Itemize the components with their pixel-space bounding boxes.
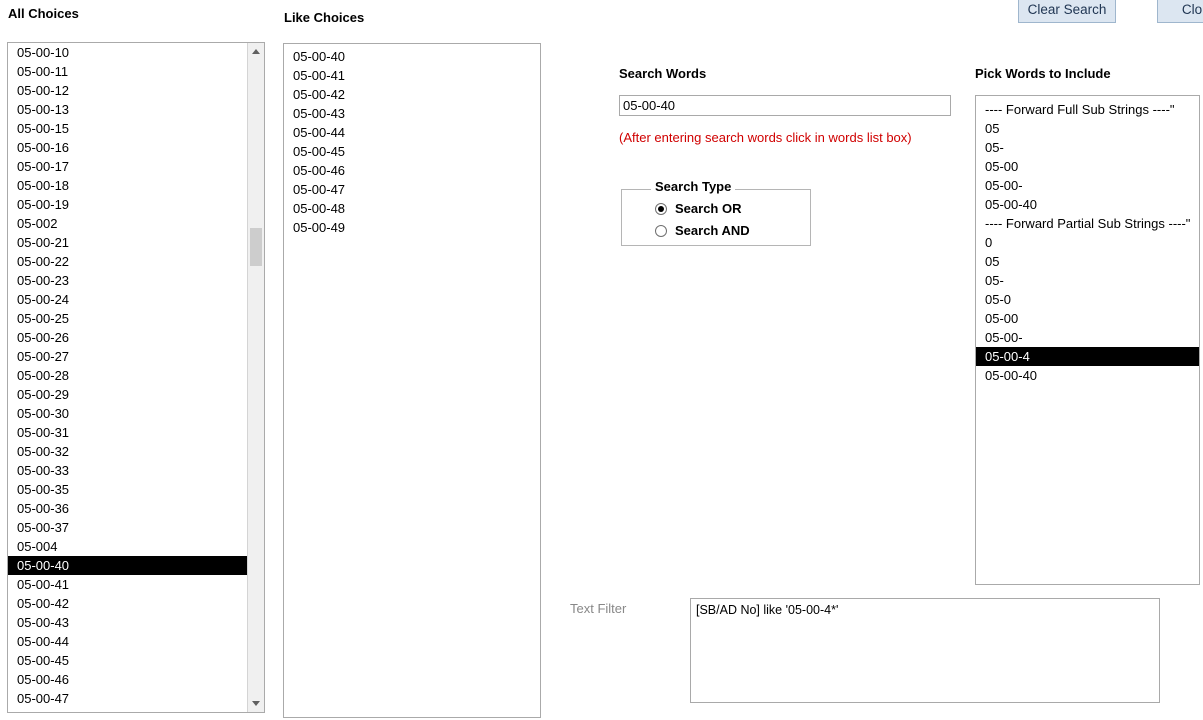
list-item[interactable]: 05-00-16	[17, 140, 70, 155]
list-item[interactable]: 05-00-26	[17, 330, 70, 345]
list-item[interactable]: 05-00-43	[17, 615, 70, 630]
list-item[interactable]: 05-00-32	[17, 444, 70, 459]
list-item[interactable]: 05-	[985, 140, 1004, 155]
list-item[interactable]: 05-00-17	[17, 159, 70, 174]
radio-search-or-label: Search OR	[675, 201, 742, 216]
list-item[interactable]: 05-002	[17, 216, 58, 231]
list-item[interactable]: 05-00-30	[17, 406, 70, 421]
radio-on-icon	[655, 203, 667, 215]
list-item[interactable]: 05-00-49	[293, 220, 346, 235]
list-item[interactable]: 05-00-33	[17, 463, 70, 478]
pick-words-title: Pick Words to Include	[975, 66, 1111, 81]
list-item[interactable]: 05-00-24	[17, 292, 70, 307]
pick-words-listbox[interactable]	[975, 95, 1200, 585]
list-item[interactable]: 05-00-42	[17, 596, 70, 611]
list-item[interactable]: 05-00-21	[17, 235, 70, 250]
list-item[interactable]: 05-00-31	[17, 425, 70, 440]
list-item[interactable]: 05-00-	[985, 330, 1023, 345]
clear-search-button[interactable]: Clear Search	[1018, 0, 1116, 23]
list-item[interactable]: 05-00-10	[17, 45, 70, 60]
list-item[interactable]: 05-00-46	[17, 672, 70, 687]
list-item[interactable]: 05-00-18	[17, 178, 70, 193]
search-type-legend: Search Type	[651, 179, 735, 194]
list-item[interactable]: 05-004	[17, 539, 58, 554]
list-item[interactable]: 0	[985, 235, 993, 250]
text-filter-textarea[interactable]	[690, 598, 1160, 703]
list-item[interactable]: 05-00-29	[17, 387, 70, 402]
list-item[interactable]: 05	[985, 121, 1000, 136]
list-item[interactable]: 05-00-13	[17, 102, 70, 117]
list-item[interactable]: 05-00-47	[17, 691, 70, 706]
list-item[interactable]: 05-00-4	[976, 347, 1199, 366]
text-filter-label: Text Filter	[570, 601, 627, 616]
search-words-label: Search Words	[619, 66, 707, 81]
list-item[interactable]: 05-	[985, 273, 1004, 288]
list-item[interactable]: 05-00-41	[17, 577, 70, 592]
list-item[interactable]: 05-00-36	[17, 501, 70, 516]
list-item[interactable]: 05-0	[985, 292, 1012, 307]
list-item[interactable]: 05-00-11	[17, 64, 69, 79]
list-item[interactable]: 05-00-19	[17, 197, 70, 212]
list-item[interactable]: 05-00-25	[17, 311, 70, 326]
list-item[interactable]: 05-00-37	[17, 520, 70, 535]
search-hint-text: (After entering search words click in words list box)	[619, 130, 912, 145]
list-item[interactable]: 05-00-46	[293, 163, 346, 178]
scrollbar-thumb[interactable]	[250, 228, 262, 266]
list-item[interactable]: ---- Forward Partial Sub Strings ----"	[985, 216, 1191, 231]
list-item[interactable]: 05-00-12	[17, 83, 70, 98]
list-item[interactable]: 05-00	[985, 311, 1019, 326]
list-item[interactable]: 05-00-45	[293, 144, 346, 159]
close-button[interactable]: Clo	[1157, 0, 1203, 23]
list-item[interactable]: 05-00	[985, 159, 1019, 174]
list-item[interactable]: 05-00-	[985, 178, 1023, 193]
search-input[interactable]	[619, 95, 951, 116]
like-choices-title: Like Choices	[284, 10, 365, 25]
list-item[interactable]: 05-00-47	[293, 182, 346, 197]
list-item[interactable]: ---- Forward Full Sub Strings ----"	[985, 102, 1175, 117]
all-choices-listbox[interactable]	[7, 42, 265, 713]
list-item[interactable]: 05-00-27	[17, 349, 70, 364]
like-choices-listbox[interactable]	[283, 43, 541, 718]
radio-search-or[interactable]	[675, 200, 741, 218]
list-item[interactable]: 05-00-48	[293, 201, 346, 216]
list-item[interactable]: 05-00-40	[985, 197, 1038, 212]
radio-search-and-label: Search AND	[675, 223, 750, 238]
scroll-up-arrow-icon[interactable]	[248, 43, 264, 60]
list-item[interactable]: 05-00-42	[293, 87, 346, 102]
list-item[interactable]: 05-00-40	[293, 49, 346, 64]
list-item[interactable]: 05-00-22	[17, 254, 70, 269]
list-item[interactable]: 05-00-23	[17, 273, 70, 288]
list-item[interactable]: 05-00-41	[293, 68, 346, 83]
list-item[interactable]: 05-00-43	[293, 106, 346, 121]
scroll-down-arrow-icon[interactable]	[248, 695, 264, 712]
list-item[interactable]: 05-00-44	[293, 125, 346, 140]
list-item[interactable]: 05-00-40	[8, 556, 247, 575]
list-item[interactable]: 05-00-15	[17, 121, 70, 136]
list-item[interactable]: 05-00-35	[17, 482, 70, 497]
radio-off-icon	[655, 225, 667, 237]
all-choices-scrollbar[interactable]	[247, 43, 264, 712]
list-item[interactable]: 05	[985, 254, 1000, 269]
all-choices-title: All Choices	[8, 6, 79, 21]
list-item[interactable]: 05-00-44	[17, 634, 70, 649]
list-item[interactable]: 05-00-28	[17, 368, 70, 383]
list-item[interactable]: 05-00-40	[985, 368, 1038, 383]
list-item[interactable]: 05-00-45	[17, 653, 70, 668]
radio-search-and[interactable]	[675, 222, 750, 240]
